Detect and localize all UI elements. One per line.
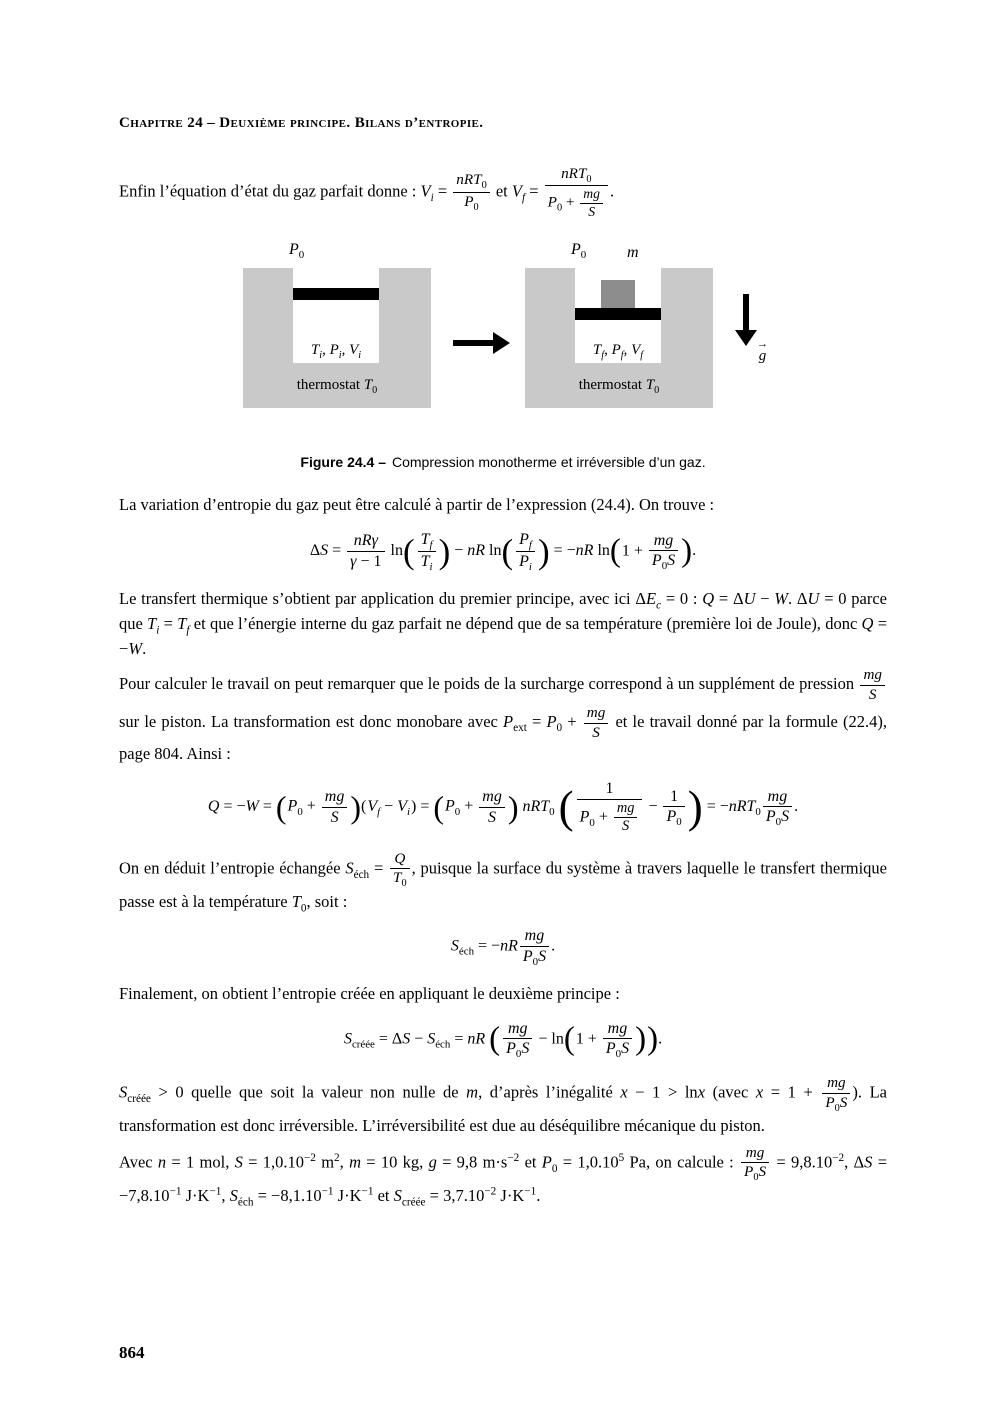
arrow-head xyxy=(493,332,510,354)
paragraph-heat-transfer: Le transfert thermique s’obtient par application du premier principe, avec ici $\Delta E_c = 0$ : Q = ΔU − W. ΔU = 0 parce que $T_i = T_f$ et que l’énergie interne du gaz parfait ne dépend que de sa température (première loi de Joule), donc Q = −W. xyxy=(119,589,888,658)
figure-24-4 xyxy=(119,232,887,428)
gas-cavity-final xyxy=(575,268,661,363)
mass-block xyxy=(601,280,635,308)
paragraph-exchanged-entropy: On en déduit l’entropie échangée $S_{éch}$ = $\frac{Q}{T_0}$ , puisque la surface du système à travers laquelle le transfert thermique passe est à la température $T_0$, soit : xyxy=(119,849,887,914)
equation-delta-s: ΔS = nRγ γ − 1 ln ( $\frac{T_f}{T_i}$ ) − nR ln ( $\frac{P_f}{P_i}$ ) = −nR ln ( 1 + $\frac{mg}{P_0S}$ ) . xyxy=(309,530,697,574)
state-label-initial: $T_i$, $P_i$, $V_i$ xyxy=(310,341,362,361)
mass-label: m xyxy=(627,244,639,262)
gravity-vector-label: → g xyxy=(757,338,768,365)
equation-heat: Q = −W = ( $P_0$ + $\frac{mg}{S}$ ) ( $V_f - V_i$ ) = ( $P_0$ + $\frac{mg}{S}$ ) nRT$_0$ ( 1 $P_0$ + $\frac{mg}{S}$ − $\frac{1}{P_0}$ ) = −nRT$_0$ $\frac{mg}{P_0S}$ . xyxy=(207,780,799,835)
state-label-final: $T_f$, $P_f$, $V_f$ xyxy=(592,341,644,361)
paragraph-work: Pour calculer le travail on peut remarquer que le poids de la surcharge correspond à un supplément de pression $\frac{mg}{S}$ sur le piston. La transformation est donc monobare avec $P_{ext} = P_0$ + $\frac{mg}{S}$ et le travail donné par la formule (22.4), page 804. Ainsi : xyxy=(119,666,887,764)
piston-final xyxy=(575,308,661,320)
paragraph-irreversibility: $S_{créée} > 0$ quelle que soit la valeur non nulle de m, d’après l’inégalité x − 1 > lnx (avec x = 1 + $\frac{mg}{P_0S}$ ). La transformation est donc irréversible. L’irréversibilité est due au déséquilibre mécanique du piston. xyxy=(119,1074,887,1136)
transformation-arrow-icon xyxy=(453,332,510,354)
figure-caption-label: Figure 24.4 – xyxy=(300,454,386,471)
paragraph-created-entropy-intro: Finalement, on obtient l’entropie créée en appliquant le deuxième principe : xyxy=(119,983,620,1003)
thermostat-label-right: thermostat $T_0$ xyxy=(578,376,660,396)
arrow-shaft xyxy=(453,340,493,346)
pressure-label-right: $P_0$ xyxy=(571,241,587,262)
thermostat-label-left: thermostat $T_0$ xyxy=(296,376,378,396)
paragraph-numerical-application: Avec n = 1 mol, $S = 1,0.10^{-2}$ $m^2$, m = 10 kg, g = 9,8 $m\cdot s^{-2}$ et $P_0 = 1,0.10^5$ Pa, on calcule : $\frac{mg}{P_0S}$ = $9,8.10^{-2}$, $\Delta S = -7,8.10^{-1}$ $J\cdot K^{-1}$, $S_{éch} = -8,1.10^{-1}$ $J\cdot K^{-1}$ et $S_{créée} = 3,7.10^{-2}$ $J\cdot K^{-1}$. xyxy=(119,1143,888,1209)
equation-created-entropy: $S_{créée} = \Delta S - S_{éch}$ = nR ( $\frac{mg}{P_0S}$ − ln ( 1 + $\frac{mg}{P_0S}$ ) ) . xyxy=(343,1019,663,1061)
paragraph-intro: Enfin l’équation d’état du gaz parfait donne : $V_i$ = nRT$_0$ $P_0$ et $V_f$ = nRT$_0$ $P_0$ + $\frac{mg}{S}$ . xyxy=(119,164,615,219)
chapter-header: Chapitre 24 – Deuxième principe. Bilans d’entropie. xyxy=(119,115,484,131)
vessel-final xyxy=(525,241,713,408)
arrow-head xyxy=(735,330,757,346)
page-number: 864 xyxy=(119,1342,145,1362)
gravity-arrow-icon xyxy=(735,294,757,346)
pressure-label-left: $P_0$ xyxy=(289,241,305,262)
figure-caption xyxy=(119,452,887,473)
piston-initial xyxy=(293,288,379,300)
vessel-initial xyxy=(243,241,431,408)
gas-cavity-initial xyxy=(293,268,379,363)
paragraph-entropy-variation: La variation d’entropie du gaz peut être calculé à partir de l’expression (24.4). On trouve : xyxy=(119,495,715,515)
equation-exchanged-entropy: $S_{éch} = -nR$ $\frac{mg}{P_0S}$ . xyxy=(450,927,556,969)
arrow-shaft xyxy=(743,294,749,330)
figure-caption-text: Compression monotherme et irréversible d’un gaz. xyxy=(392,454,706,471)
